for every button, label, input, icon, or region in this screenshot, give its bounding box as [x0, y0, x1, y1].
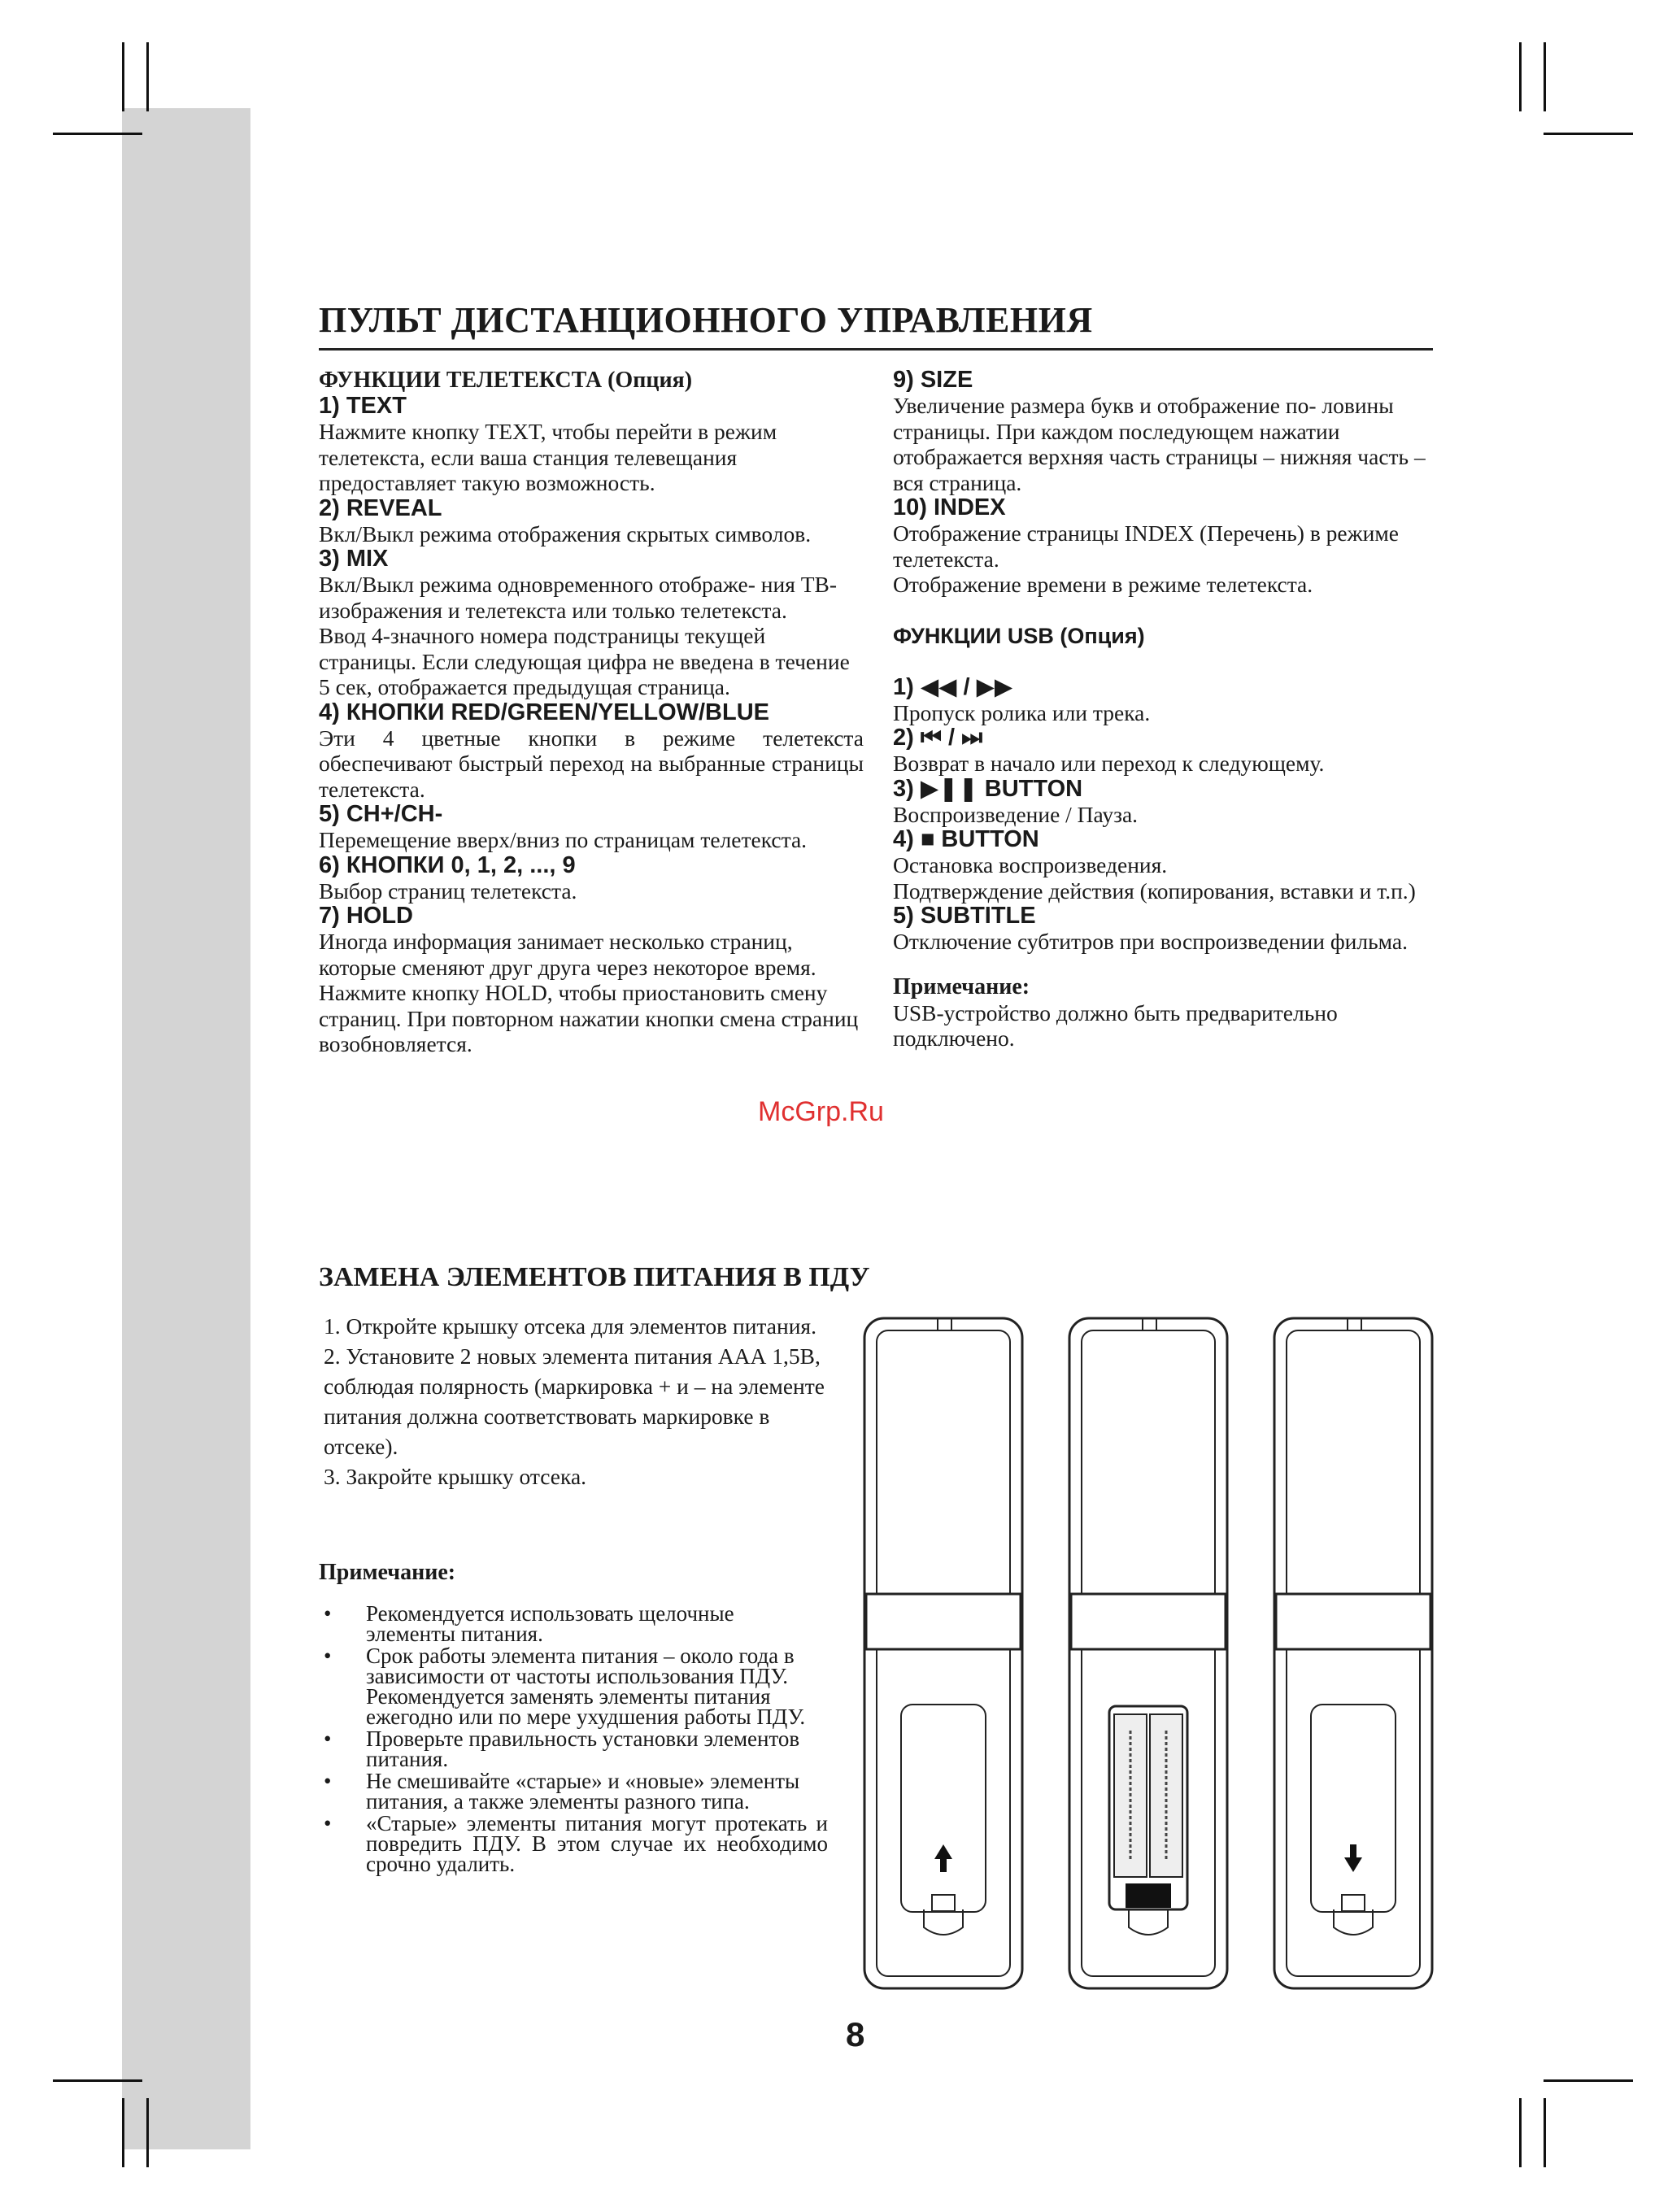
crop-mark: [53, 133, 142, 135]
crop-mark: [1544, 133, 1633, 135]
step: 1. Откройте крышку отсека для элементов питания.: [324, 1313, 816, 1339]
item-text: Иногда информация занимает несколько страниц, которые сменяют друг друга через некоторое время. Нажмите кнопку HOLD, чтобы приостановить смену страниц. При повторном нажатии кнопки смена страниц возобновляется.: [319, 929, 859, 1056]
battery-notes: [324, 1601, 828, 1876]
item-text: Перемещение вверх/вниз по страницам телетекста.: [319, 827, 808, 852]
item-text: Пропуск ролика или трека.: [893, 699, 1151, 725]
item-title: 3) MIX: [319, 546, 389, 572]
battery-note-label: Примечание:: [319, 1560, 456, 1585]
item-title: 9) SIZE: [893, 367, 973, 393]
remote-illustration-open: [862, 1316, 1025, 1991]
item-text: Отключение субтитров при воспроизведении фильма.: [893, 929, 1408, 954]
page-title: ПУЛЬТ ДИСТАНЦИОННОГО УПРАВЛЕНИЯ: [319, 300, 1093, 340]
item-text: Отображение времени в режиме телетекста.: [893, 572, 1313, 597]
crop-mark: [1544, 2098, 1546, 2167]
step: 2. Установите 2 новых элемента питания ААА 1,5В, соблюдая полярность (маркировка + и – на элементе питания должна соответствовать маркировке в отсеке).: [324, 1343, 825, 1459]
usb-note-label: Примечание:: [893, 973, 1030, 999]
list-item: • Не смешивайте «старые» и «новые» элементы питания, а также элементы разного типа.: [324, 1769, 800, 1814]
page-number: 8: [846, 2015, 865, 2053]
watermark: McGrp.Ru: [758, 1096, 884, 1127]
list-item: • Срок работы элемента питания – около года в зависимости от частоты использования ПДУ. Рекомендуется заменять элементы питания ежегодно или по мере ухудшения работы ПДУ.: [324, 1644, 806, 1729]
item-title: 7) HOLD: [319, 903, 413, 929]
item-text: Эти 4 цветные кнопки в режиме телетекста обеспечивают быстрый переход на выбранные страницы телетекста.: [319, 725, 864, 802]
remote-illustration-closed: [1272, 1316, 1435, 1991]
teletext-column-right: [893, 368, 1438, 1052]
item-title: 5) SUBTITLE: [893, 903, 1036, 929]
title-rule: [319, 348, 1433, 351]
left-margin-strip: [122, 108, 250, 2149]
item-text: Подтверждение действия (копирования, вставки и т.п.): [893, 877, 1416, 904]
item-title: 6) КНОПКИ 0, 1, 2, ..., 9: [319, 851, 576, 878]
list-item: • «Старые» элементы питания могут протекать и повредить ПДУ. В этом случае их необходимо срочно удалить.: [324, 1811, 828, 1876]
crop-mark: [146, 2098, 149, 2167]
item-title: 2) REVEAL: [319, 494, 442, 521]
crop-mark: [1519, 42, 1522, 111]
item-title: 2) ⏮ / ⏭: [893, 725, 983, 751]
usb-heading: ФУНКЦИИ USB (Опция): [893, 623, 1145, 648]
list-item: • Рекомендуется использовать щелочные элементы питания.: [324, 1601, 734, 1646]
item-text: Отображение страницы INDEX (Перечень) в режиме телетекста.: [893, 520, 1399, 572]
arrow-up-icon: [934, 1844, 952, 1872]
remote-illustration-batteries: [1067, 1316, 1230, 1991]
item-title: 3) ▶❚❚ BUTTON: [893, 775, 1083, 802]
crop-mark: [146, 42, 149, 111]
teletext-column-left: [319, 368, 864, 1057]
item-text: Ввод 4-значного номера подстраницы текущей страницы. Если следующая цифра не введена в течение 5 сек, отображается предыдущая страница.: [319, 623, 850, 699]
item-text: Нажмите кнопку TEXT, чтобы перейти в режим телетекста, если ваша станция телевещания предоставляет такую возможность.: [319, 419, 777, 495]
crop-mark: [1519, 2098, 1522, 2167]
crop-mark: [1544, 2079, 1633, 2082]
list-item: • Проверьте правильность установки элементов питания.: [324, 1726, 800, 1771]
item-title: 10) INDEX: [893, 494, 1006, 520]
crop-mark: [53, 2079, 142, 2082]
item-text: Выбор страниц телетекста.: [319, 877, 577, 904]
item-text: Вкл/Выкл режима отображения скрытых символов.: [319, 520, 812, 546]
crop-mark: [1544, 42, 1546, 111]
teletext-heading: ФУНКЦИИ ТЕЛЕТЕКСТА (Опция): [319, 368, 693, 393]
crop-mark: [122, 2098, 124, 2167]
step: 3. Закройте крышку отсека.: [324, 1464, 587, 1489]
item-title: 4) ■ BUTTON: [893, 826, 1039, 852]
battery-heading: ЗАМЕНА ЭЛЕМЕНТОВ ПИТАНИЯ В ПДУ: [319, 1262, 870, 1292]
crop-mark: [122, 42, 124, 111]
item-title: 5) CH+/CH-: [319, 801, 443, 827]
item-text: Возврат в начало или переход к следующему.: [893, 751, 1325, 776]
item-text: Остановка воспроизведения.: [893, 852, 1168, 877]
item-title: 1) ◀◀ / ▶▶: [893, 673, 1013, 700]
battery-steps: [324, 1311, 844, 1491]
item-title: 1) TEXT: [319, 393, 407, 419]
usb-note-text: USB-устройство должно быть предварительно подключено.: [893, 999, 1338, 1051]
item-text: Воспроизведение / Пауза.: [893, 801, 1139, 827]
item-title: 4) КНОПКИ RED/GREEN/YELLOW/BLUE: [319, 699, 770, 725]
item-text: Увеличение размера букв и отображение по- ловины страницы. При каждом последующем нажатии отображается верхняя часть страницы – нижняя часть – вся страница.: [893, 393, 1426, 495]
arrow-down-icon: [1344, 1844, 1362, 1872]
item-text: Вкл/Выкл режима одновременного отображе- ния ТВ-изображения и телетекста или только телетекста.: [319, 572, 838, 623]
